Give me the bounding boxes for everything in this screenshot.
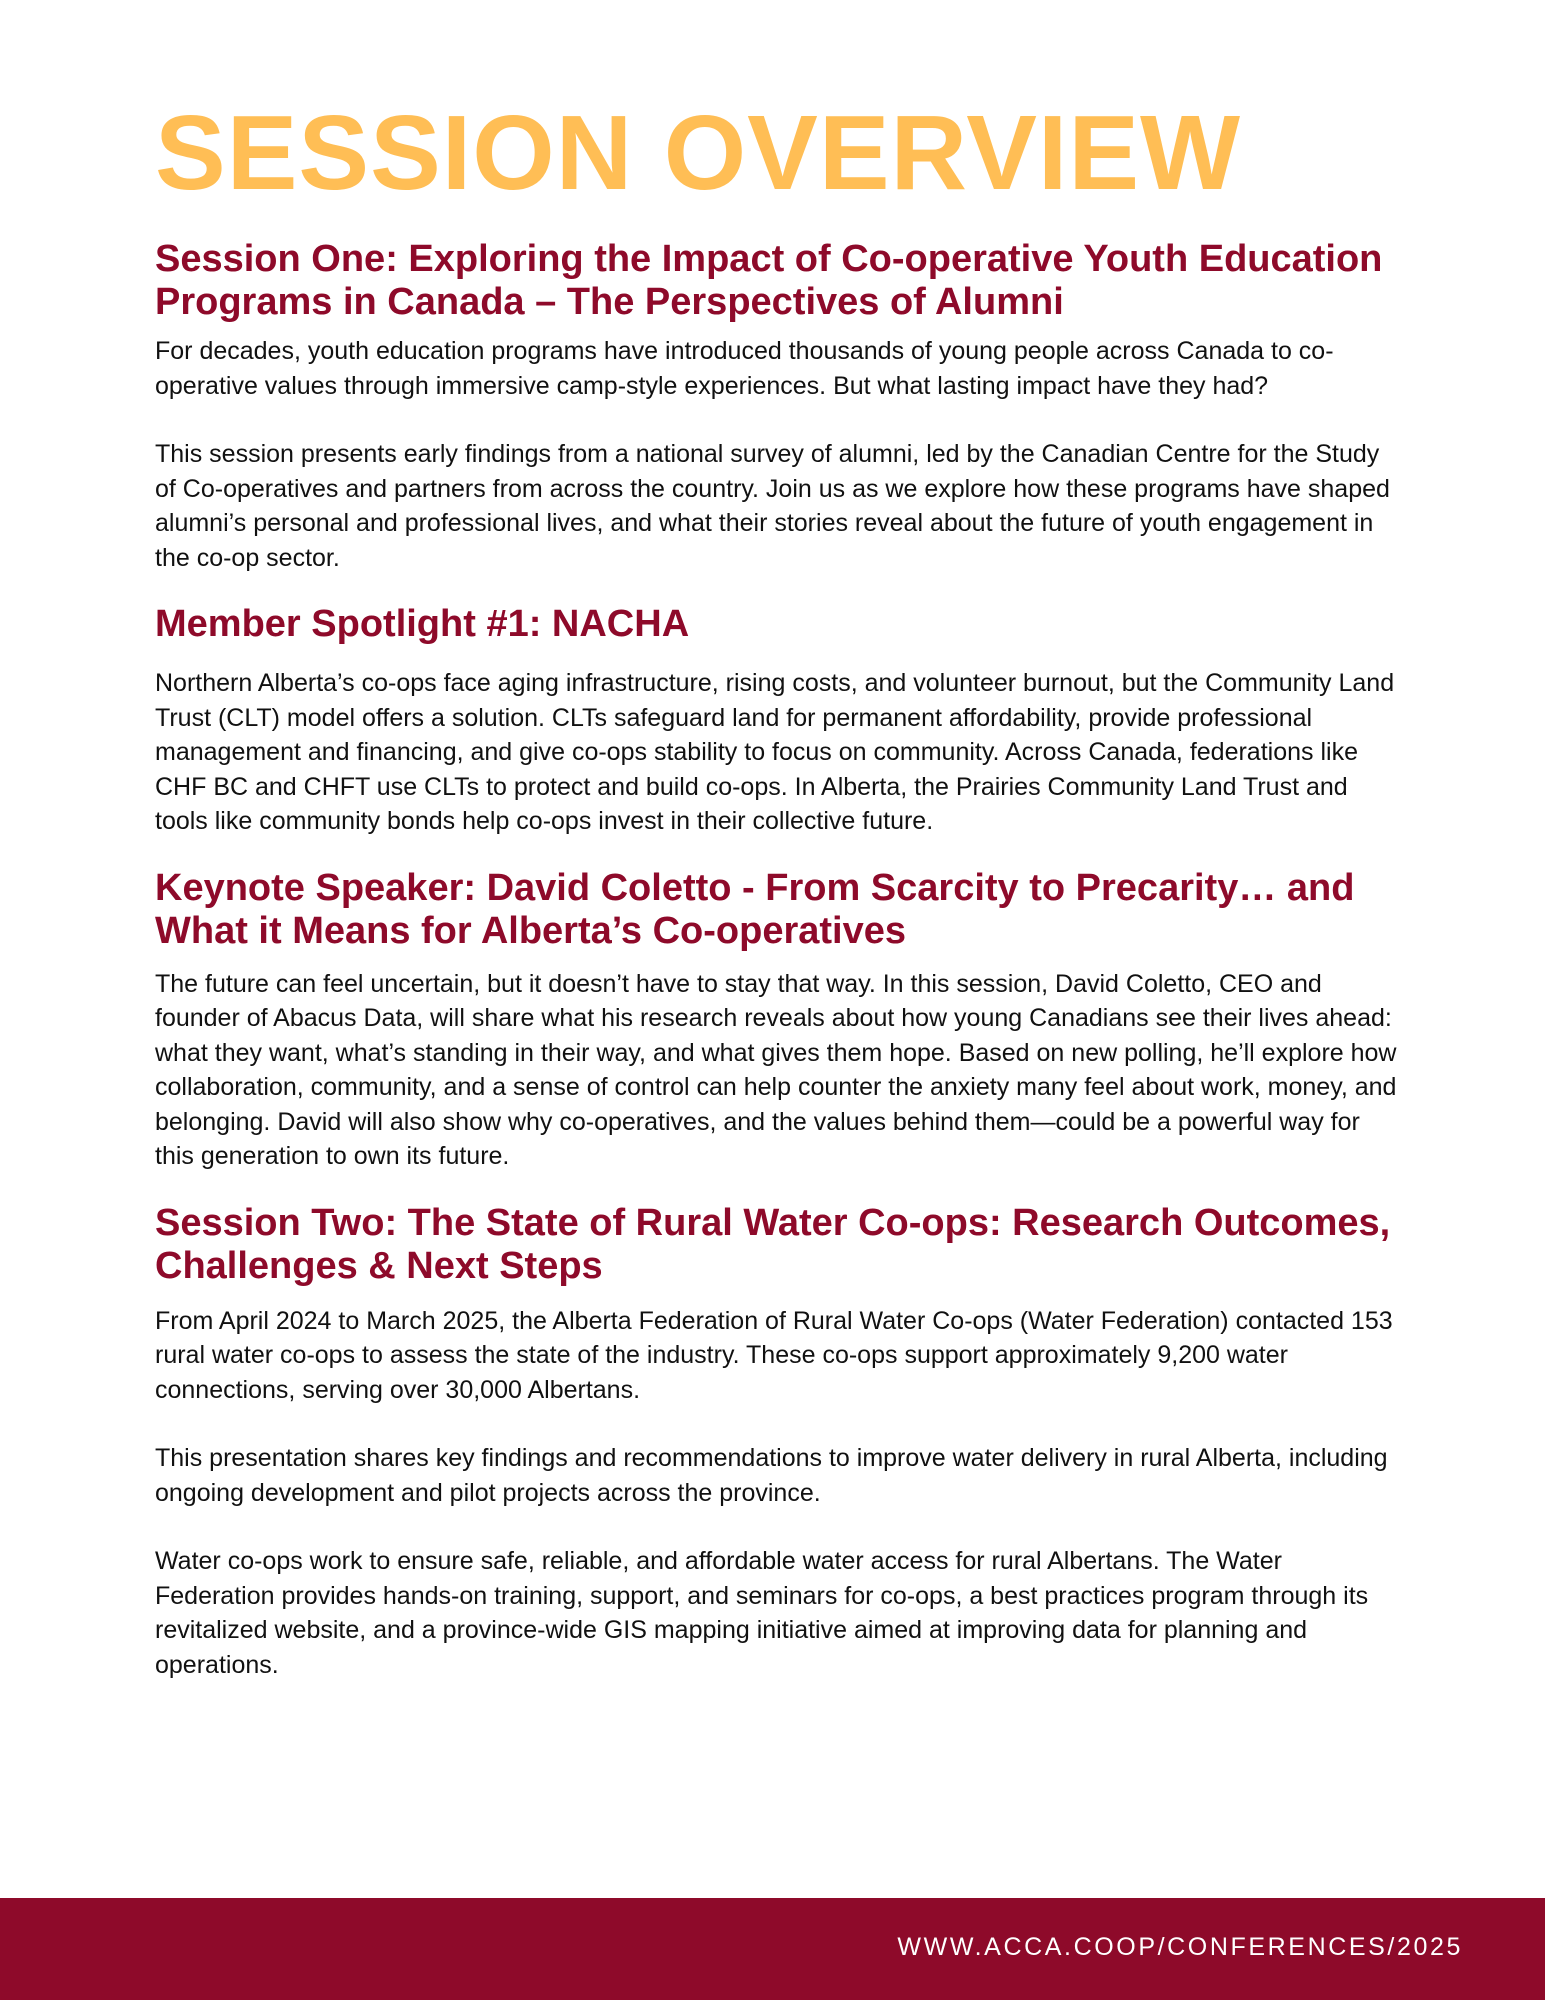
section-heading: Session One: Exploring the Impact of Co-operative Youth Education Programs in Canada – The Perspectives of Alumni — [155, 238, 1383, 323]
section-paragraph: This presentation shares key findings and recommendations to improve water delivery in rural Alberta, including ongoing development and pilot projects across the province. — [155, 1444, 1388, 1507]
section-session-one — [155, 238, 1400, 575]
footer-url: WWW.ACCA.COOP/CONFERENCES/2025 — [897, 1933, 1463, 1961]
section-paragraph: Northern Alberta’s co-ops face aging infrastructure, rising costs, and volunteer burnout, but the Community Land Trust (CLT) model offers a solution. CLTs safeguard land for permanent affordability, provide professional management and financing, and give co-ops stability to focus on community. Across Canada, federations like CHF BC and CHFT use CLTs to protect and build co-ops. In Alberta, the Prairies Community Land Trust and tools like community bonds help co-ops invest in their collective future. — [155, 669, 1395, 835]
section-keynote-speaker — [155, 867, 1400, 1174]
section-paragraph: From April 2024 to March 2025, the Alberta Federation of Rural Water Co-ops (Water Federation) contacted 153 rural water co-ops to assess the state of the industry. These co-ops support approximately 9,200 water connections, serving over 30,000 Albertans. — [155, 1306, 1393, 1404]
page-content — [155, 94, 1400, 1682]
section-heading: Member Spotlight #1: NACHA — [155, 603, 690, 645]
section-paragraph: Water co-ops work to ensure safe, reliable, and affordable water access for rural Albertans. The Water Federation provides hands-on training, support, and seminars for co-ops, a best practices program through its revitalized website, and a province-wide GIS mapping initiative aimed at improving data for planning and operations. — [155, 1547, 1369, 1679]
page-title: SESSION OVERVIEW — [155, 94, 1242, 212]
section-session-two — [155, 1202, 1400, 1683]
section-heading: Session Two: The State of Rural Water Co-ops: Research Outcomes, Challenges & Next Steps — [155, 1201, 1391, 1287]
section-paragraph: This session presents early findings from a national survey of alumni, led by the Canadian Centre for the Study of Co-operatives and partners from across the country. Join us as we explore how these programs have shaped alumni’s personal and professional lives, and what their stories reveal about the future of youth engagement in the co-op sector. — [155, 440, 1390, 572]
section-paragraph: For decades, youth education programs have introduced thousands of young people across Canada to co-operative values through immersive camp-style experiences. But what lasting impact have they had? — [155, 337, 1334, 400]
footer-bar — [0, 1898, 1545, 2000]
section-heading: Keynote Speaker: David Coletto - From Scarcity to Precarity… and What it Means for Alberta’s Co-operatives — [155, 866, 1355, 952]
section-paragraph: The future can feel uncertain, but it doesn’t have to stay that way. In this session, David Coletto, CEO and founder of Abacus Data, will share what his research reveals about how young Canadians see their lives ahead: what they want, what’s standing in their way, and what gives them hope. Based on new polling, he’ll explore how collaboration, community, and a sense of control can help counter the anxiety many feel about work, money, and belonging. David will also show why co-operatives, and the values behind them—could be a powerful way for this generation to own its future. — [155, 969, 1397, 1170]
section-member-spotlight — [155, 603, 1400, 839]
